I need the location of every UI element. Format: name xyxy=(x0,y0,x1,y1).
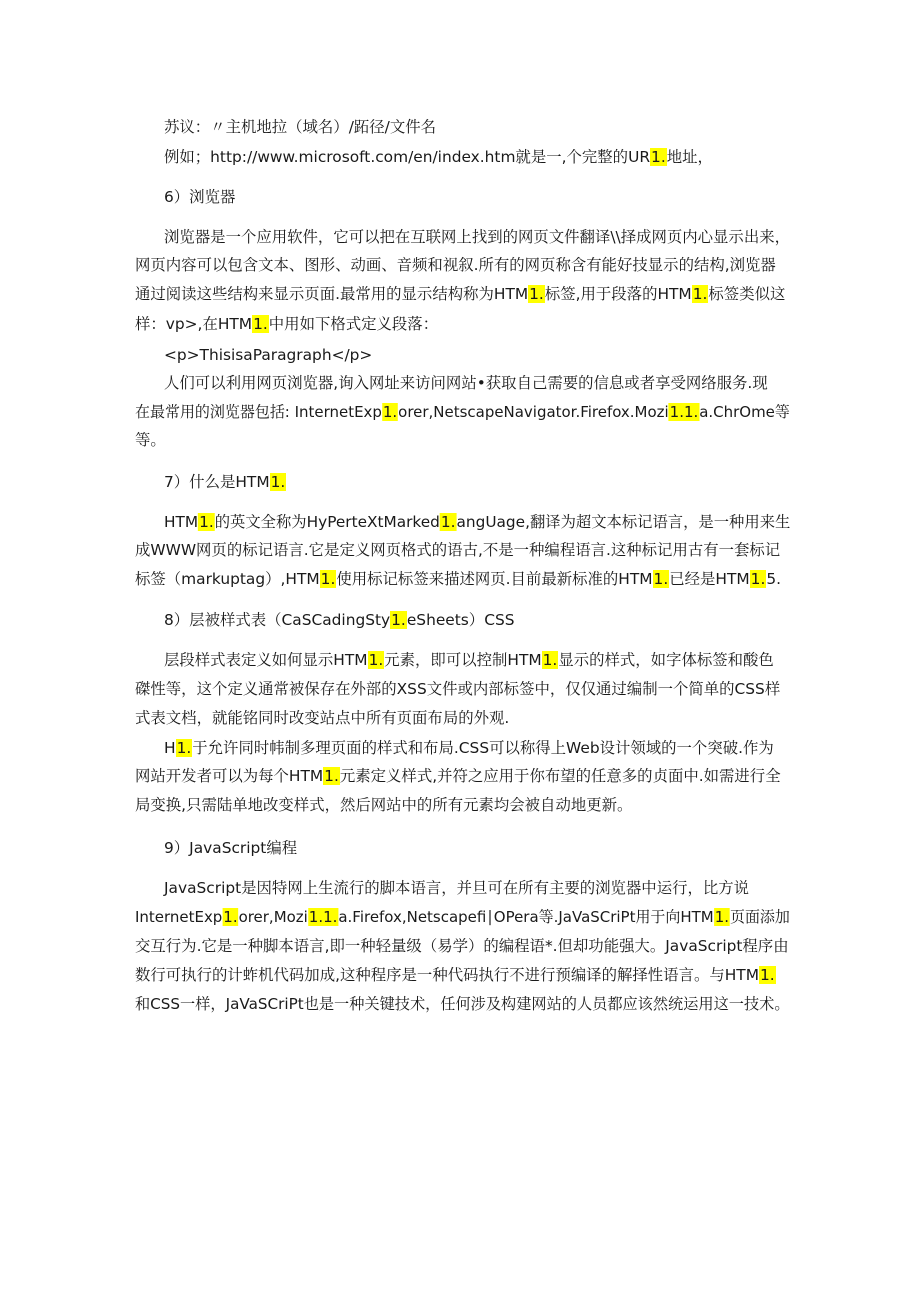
highlighted-text: 1. xyxy=(320,570,336,588)
text-line xyxy=(135,284,785,304)
text-line xyxy=(135,569,781,589)
text-line xyxy=(164,472,286,492)
highlighted-text: 1. xyxy=(324,767,339,785)
text-segment: 使用标记标签来描述网页.目前最新标准的HTM xyxy=(336,570,653,588)
text-line xyxy=(135,430,166,450)
text-line xyxy=(164,345,372,365)
text-segment: eSheets）CSS xyxy=(406,611,515,629)
text-segment: 元素定义样式,并符之应用于你布望的任意多的贞面中.如需进行全 xyxy=(339,767,781,785)
text-line xyxy=(164,117,436,137)
text-segment: orer,NetscapeNavigator.Firefox.Mozi xyxy=(398,403,669,421)
text-segment: 地址， xyxy=(666,148,713,166)
text-line xyxy=(135,907,790,927)
text-segment: 7）什么是HTM xyxy=(164,473,270,491)
highlighted-text: 1. xyxy=(440,513,456,531)
text-segment: 成WWW网页的标记语言.它是定义网页格式的语古,不是一种编程语言.这种标记用古有一套标记 xyxy=(135,541,781,559)
text-segment: 浏览器是一个应用软件，它可以把在互联网上找到的网页文件翻译\\择成网页内心显示出来， xyxy=(164,228,790,246)
text-line xyxy=(135,766,781,786)
text-segment: 元素，即可以控制HTM xyxy=(384,651,542,669)
highlighted-text: 1. xyxy=(223,908,238,926)
highlighted-text: 1. xyxy=(651,148,666,166)
text-line xyxy=(135,540,780,560)
highlighted-text: 1. xyxy=(176,739,192,757)
text-segment: 苏议：〃主机地拉（域名）/跖径/文件名 xyxy=(164,118,437,136)
text-segment: a.Firefox,Netscapefi∣OPera等.JaVaSCriPt用于向HTM xyxy=(338,908,714,926)
text-segment: 和CSS一样，JaVaSCriPt也是一种关键技术，任何涉及构建网站的人员都应该然统运用这一技术。 xyxy=(135,995,790,1013)
text-segment: 中用如下格式定义段落： xyxy=(268,315,439,333)
text-segment: 5. xyxy=(766,570,782,588)
text-segment: JavaScript是因特网上生流行的脚本语言，并旦可在所有主要的浏览器中运行，比方说 xyxy=(164,879,750,897)
text-line xyxy=(164,227,790,247)
text-segment: H xyxy=(164,739,176,757)
text-segment: <p>ThisisaParagraph</p> xyxy=(164,346,373,364)
text-line xyxy=(135,708,509,728)
text-line xyxy=(135,679,780,699)
text-segment: 标签类似这 xyxy=(708,285,786,303)
highlighted-text: 1. xyxy=(368,651,384,669)
text-line xyxy=(164,878,749,898)
highlighted-text: 1. xyxy=(391,611,406,629)
text-segment: 样：vp>,在HTM xyxy=(135,315,253,333)
highlighted-text: 1. xyxy=(653,570,669,588)
text-segment: 人们可以利用网页浏览器,询入网址来访问网站•获取自己需要的信息或者享受网络服务.现 xyxy=(164,374,768,392)
text-segment: 通过阅读这些结构来显示页面.最常用的显示结构称为HTM xyxy=(135,285,529,303)
text-line xyxy=(164,738,774,758)
highlighted-text: 1. xyxy=(750,570,766,588)
text-segment: 页面添加 xyxy=(729,908,790,926)
text-segment: 6）浏览器 xyxy=(164,188,236,206)
highlighted-text: 1. xyxy=(714,908,730,926)
highlighted-text: 1. xyxy=(692,285,708,303)
highlighted-text: 1. xyxy=(270,473,286,491)
text-segment: 标签（markuptag）,HTM xyxy=(135,570,320,588)
text-line xyxy=(164,650,774,670)
text-line xyxy=(135,994,790,1014)
text-line xyxy=(164,373,768,393)
highlighted-text: 1. xyxy=(529,285,544,303)
text-segment: 例如；http://www.microsoft.com/en/index.htm就是一,个完整的UR xyxy=(164,148,651,166)
text-line xyxy=(135,402,790,422)
text-line xyxy=(164,187,235,207)
highlighted-text: 1. xyxy=(199,513,214,531)
text-segment: 式表文档，就能铭同时改变站点中所有页面布局的外观. xyxy=(135,709,510,727)
text-segment: 交互行为.它是一种脚本语言,即一种轻量级（易学）的编程语*.但却功能强大。JavaScript程序由 xyxy=(135,937,789,955)
text-line xyxy=(135,936,789,956)
text-line xyxy=(135,965,776,985)
highlighted-text: 1.1. xyxy=(669,403,699,421)
text-segment: 磔性等，这个定义通常被保存在外部的XSS文件或内部标签中，仅仅通过编制一个简单的CSS样 xyxy=(135,680,781,698)
text-line xyxy=(135,314,438,334)
text-line xyxy=(164,838,297,858)
text-segment: 网站开发者可以为每个HTM xyxy=(135,767,324,785)
text-line xyxy=(135,255,776,275)
text-segment: 8）层被样式表（CaSCadingSty xyxy=(164,611,391,629)
text-segment: a.ChrOme等 xyxy=(699,403,790,421)
text-segment: 9）JavaScript编程 xyxy=(164,839,298,857)
highlighted-text: 1.1. xyxy=(308,908,338,926)
text-segment: 的英文全称为HyPerteXtMarked xyxy=(214,513,440,531)
text-segment: angUage,翻译为超文本标记语言，是一种用来生 xyxy=(456,513,791,531)
text-segment: orer,Mozi xyxy=(238,908,308,926)
text-segment: 已经是HTM xyxy=(669,570,750,588)
highlighted-text: 1. xyxy=(253,315,268,333)
text-line xyxy=(164,147,713,167)
text-segment: 层段样式表定义如何显示HTM xyxy=(164,651,368,669)
text-segment: 等。 xyxy=(135,431,166,449)
text-line xyxy=(164,512,790,532)
highlighted-text: 1. xyxy=(760,966,775,984)
text-segment: 数行可执行的计蚱机代码加成,这种程序是一种代码执行不进行预编译的解择性语言。与HTM xyxy=(135,966,759,984)
text-segment: HTM xyxy=(164,513,199,531)
text-segment: InternetExp xyxy=(135,908,223,926)
text-line xyxy=(135,795,632,815)
text-segment: 在最常用的浏览器包括: InternetExp xyxy=(135,403,382,421)
highlighted-text: 1. xyxy=(382,403,398,421)
text-line xyxy=(164,610,515,630)
text-segment: 网页内容可以包含文本、图形、动画、音频和视叙.所有的网页称含有能好技显示的结构,浏览器 xyxy=(135,256,776,274)
highlighted-text: 1. xyxy=(542,651,558,669)
text-segment: 于允许同时帏制多理页面的样式和布局.CSS可以称得上Web设计领域的一个突破.作为 xyxy=(192,739,774,757)
text-segment: 局变换,只需陆单地改变样式，然后网站中的所有元素均会被自动地更新。 xyxy=(135,796,633,814)
text-segment: 标签,用于段落的HTM xyxy=(544,285,692,303)
text-segment: 显示的样式，如字体标签和酸色 xyxy=(558,651,774,669)
